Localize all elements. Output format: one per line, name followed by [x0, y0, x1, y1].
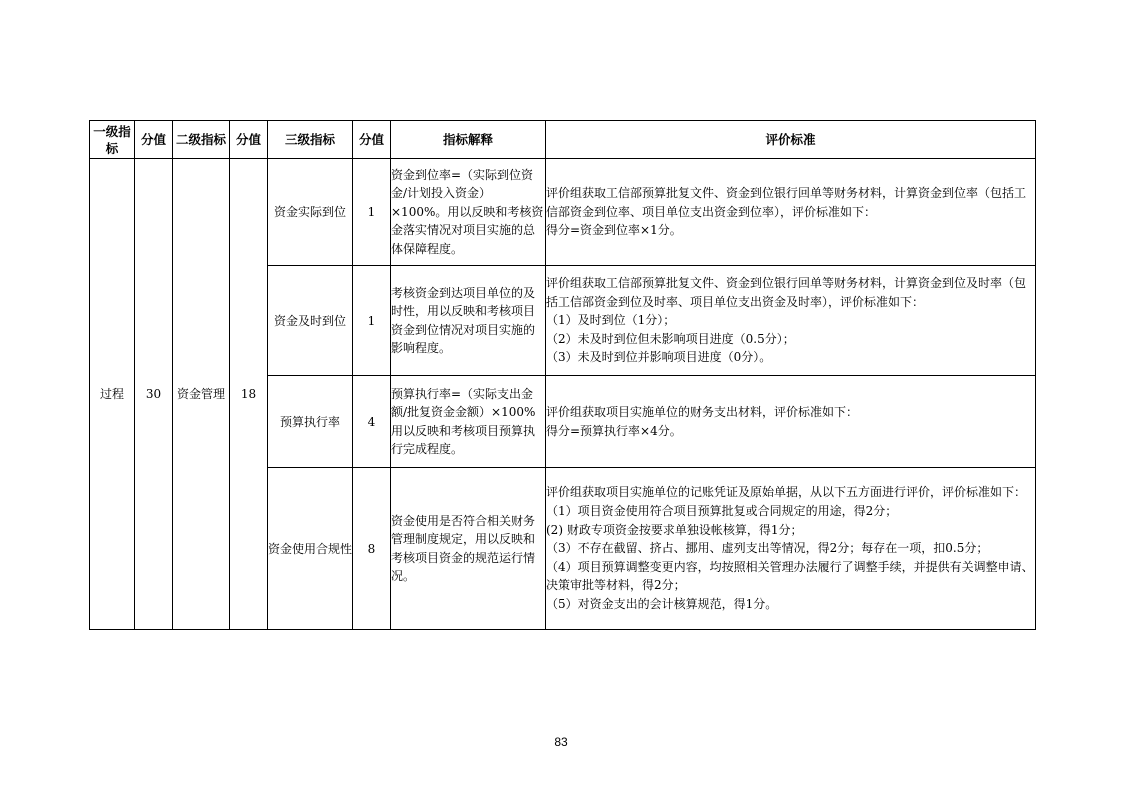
standard-line: （4）项目预算调整变更内容，均按照相关管理办法履行了调整手续，并提供有关调整申请、决策审批等材料，得2分； [546, 559, 1034, 593]
level2-cell: 资金管理 [173, 159, 230, 630]
standard-line: 评价组获取工信部预算批复文件、资金到位银行回单等财务材料，计算资金到位率（包括工信部资金到位率、项目单位支出资金到位率），评价标准如下： [546, 186, 1027, 219]
score2-cell: 18 [230, 159, 268, 630]
level3-cell: 预算执行率 [268, 376, 353, 468]
explanation-cell: 资金使用是否符合相关财务管理制度规定，用以反映和考核项目资金的规范运行情况。 [391, 468, 546, 630]
page-number: 83 [554, 735, 568, 749]
header-explanation: 指标解释 [391, 121, 546, 159]
score3-cell: 8 [353, 468, 391, 630]
explanation-cell: 资金到位率=（实际到位资金/计划投入资金）×100%。用以反映和考核资金落实情况对项目实施的总体保障程度。 [391, 159, 546, 266]
score3-cell: 1 [353, 266, 391, 376]
standard-line: （1）及时到位（1分）； [546, 313, 676, 328]
level3-cell: 资金及时到位 [268, 266, 353, 376]
standard-line: (2) 财政专项资金按要求单独设帐核算，得1分； [546, 522, 803, 537]
level1-cell: 过程 [90, 159, 135, 630]
header-score2: 分值 [230, 121, 268, 159]
standard-line: 得分=预算执行率×4分。 [546, 423, 682, 438]
standard-line: （2）未及时到位但未影响项目进度（0.5分）； [546, 331, 795, 346]
header-row [90, 121, 1036, 159]
score3-cell: 1 [353, 159, 391, 266]
standard-line: 评价组获取项目实施单位的财务支出材料，评价标准如下： [546, 404, 859, 419]
standard-line: （5）对资金支出的会计核算规范，得1分。 [546, 596, 778, 611]
header-score3: 分值 [353, 121, 391, 159]
header-level2: 二级指标 [173, 121, 230, 159]
standard-line: （1）项目资金使用符合项目预算批复或合同规定的用途，得2分； [546, 504, 898, 519]
score1-cell: 30 [135, 159, 173, 630]
header-score1: 分值 [135, 121, 173, 159]
standard-line: 得分=资金到位率×1分。 [546, 223, 682, 238]
explanation-cell: 考核资金到达项目单位的及时性，用以反映和考核项目资金到位情况对项目实施的影响程度。 [391, 266, 546, 376]
score3-cell: 4 [353, 376, 391, 468]
standard-cell [546, 376, 1036, 468]
standard-cell [546, 266, 1036, 376]
standard-cell [546, 159, 1036, 266]
standard-line: 评价组获取项目实施单位的记账凭证及原始单据，从以下五方面进行评价，评价标准如下： [546, 485, 1027, 500]
header-level1: 一级指标 [90, 121, 135, 159]
standard-line: （3）不存在截留、挤占、挪用、虚列支出等情况，得2分；每存在一项，扣0.5分； [546, 541, 989, 556]
standard-cell [546, 468, 1036, 630]
standard-line: 评价组获取工信部预算批复文件、资金到位银行回单等财务材料，计算资金到位及时率（包括工信部资金到位及时率、项目单位支出资金及时率），评价标准如下： [546, 276, 1027, 309]
header-standard: 评价标准 [546, 121, 1036, 159]
table-row [90, 159, 1036, 266]
evaluation-table [89, 120, 1036, 630]
explanation-cell: 预算执行率=（实际支出金额/批复资金金额）×100%用以反映和考核项目预算执行完成程度。 [391, 376, 546, 468]
level3-cell: 资金使用合规性 [268, 468, 353, 630]
level3-cell: 资金实际到位 [268, 159, 353, 266]
standard-line: （3）未及时到位并影响项目进度（0分）。 [546, 350, 772, 365]
header-level3: 三级指标 [268, 121, 353, 159]
